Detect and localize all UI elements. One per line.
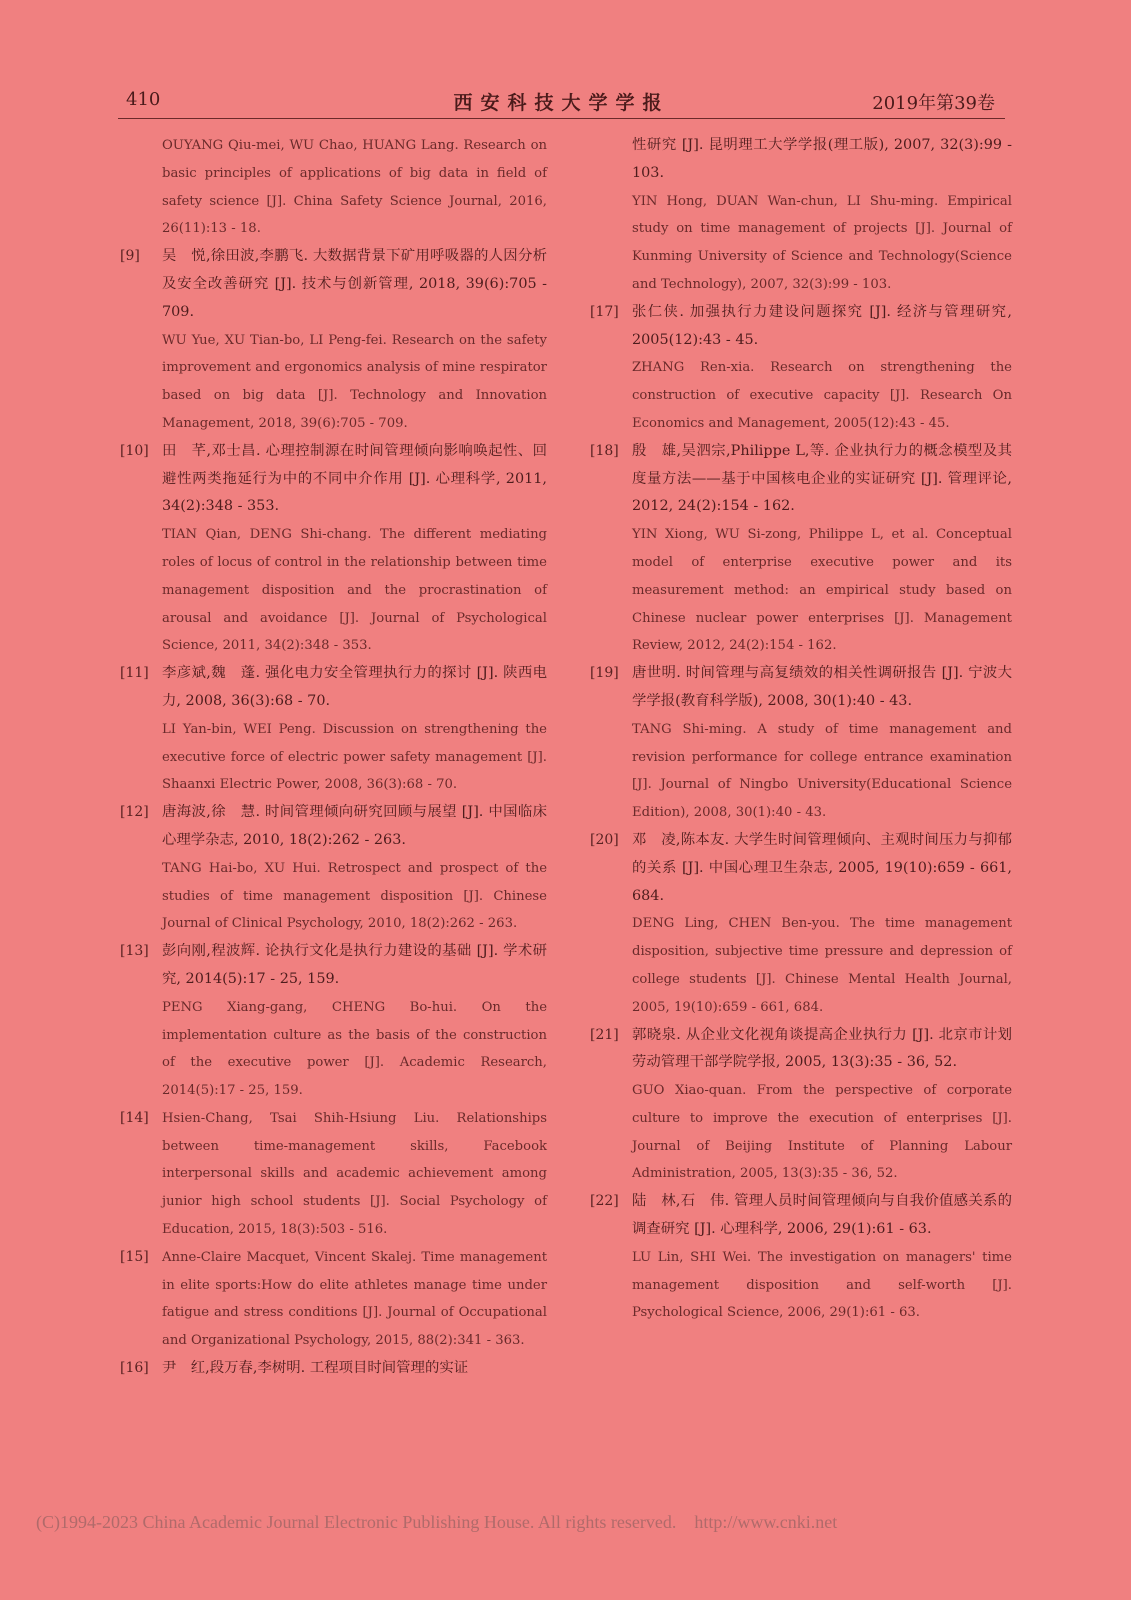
reference-entry xyxy=(120,799,547,938)
reference-entry xyxy=(590,660,1012,827)
reference-chinese: 彭向刚,程波辉. 论执行文化是执行力建设的基础 [J]. 学术研究, 2014(5):17 - 25, 159. xyxy=(162,943,547,987)
reference-entry xyxy=(120,132,547,243)
reference-english: TIAN Qian, DENG Shi-chang. The different mediating roles of locus of control in the relationship between time management disposition and the procrastination of arousal and avoidance [J]. Journal of Psychological Science, 2011, 34(2):348 - 353. xyxy=(162,527,547,654)
reference-entry xyxy=(590,827,1012,1022)
reference-english: GUO Xiao-quan. From the perspective of corporate culture to improve the execution of enterprises [J]. Journal of Beijing Institute of Planning Labour Administration, 2005, 13(3):35 - 36, 52. xyxy=(632,1083,1012,1182)
copyright-text: (C)1994-2023 China Academic Journal Electronic Publishing House. All rights reserved. xyxy=(36,1512,677,1532)
reference-number: [18] xyxy=(590,442,619,459)
reference-chinese: 吴 悦,徐田波,李鹏飞. 大数据背景下矿用呼吸器的人因分析及安全改善研究 [J]. 技术与创新管理, 2018, 39(6):705 - 709. xyxy=(162,248,547,320)
reference-chinese: 郭晓泉. 从企业文化视角谈提高企业执行力 [J]. 北京市计划劳动管理干部学院学报, 2005, 13(3):35 - 36, 52. xyxy=(632,1026,1012,1071)
reference-english: Anne-Claire Macquet, Vincent Skalej. Time management in elite sports:How do elite athletes manage time under fatigue and stress conditions [J]. Journal of Occupational and Organizational Psychology, 2015, 88(2):341 - 363. xyxy=(162,1249,547,1349)
reference-chinese: 田 芊,邓士昌. 心理控制源在时间管理倾向影响唤起性、回避性两类拖延行为中的不同中介作用 [J]. 心理科学, 2011, 34(2):348 - 353. xyxy=(162,442,547,515)
reference-chinese: 唐世明. 时间管理与高复绩效的相关性调研报告 [J]. 宁波大学学报(教育科学版), 2008, 30(1):40 - 43. xyxy=(632,665,1012,709)
reference-english: OUYANG Qiu-mei, WU Chao, HUANG Lang. Research on basic principles of applications of big data in field of safety science [J]. China Safety Science Journal, 2016, 26(11):13 - 18. xyxy=(162,138,547,237)
reference-english: YIN Hong, DUAN Wan-chun, LI Shu-ming. Empirical study on time management of projects [J]. Journal of Kunming University of Science and Technology(Science and Technology), 2007, 32(3):99 - 103. xyxy=(632,193,1012,292)
reference-number: [15] xyxy=(120,1248,149,1265)
reference-entry xyxy=(120,1105,547,1244)
reference-chinese: 唐海波,徐 慧. 时间管理倾向研究回顾与展望 [J]. 中国临床心理学杂志, 2010, 18(2):262 - 263. xyxy=(162,804,547,848)
reference-number: [12] xyxy=(120,804,149,821)
reference-number: [22] xyxy=(590,1193,619,1210)
reference-english: PENG Xiang-gang, CHENG Bo-hui. On the implementation culture as the basis of the construction of the executive power [J]. Academic Research, 2014(5):17 - 25, 159. xyxy=(162,999,547,1099)
reference-number: [11] xyxy=(120,665,149,682)
reference-entry xyxy=(590,1022,1012,1189)
reference-entry xyxy=(590,1188,1012,1327)
reference-chinese: 殷 雄,吴泗宗,Philippe L,等. 企业执行力的概念模型及其度量方法——基于中国核电企业的实证研究 [J]. 管理评论, 2012, 24(2):154 - 162. xyxy=(632,442,1012,515)
reference-chinese: 陆 林,石 伟. 管理人员时间管理倾向与自我价值感关系的调查研究 [J]. 心理科学, 2006, 29(1):61 - 63. xyxy=(632,1193,1012,1238)
running-header xyxy=(118,84,1005,119)
reference-number: [19] xyxy=(590,665,619,682)
reference-entry xyxy=(120,660,547,799)
reference-english: LI Yan-bin, WEI Peng. Discussion on strengthening the executive force of electric power safety management [J]. Shaanxi Electric Power, 2008, 36(3):68 - 70. xyxy=(162,721,547,793)
footer-link[interactable]: http://www.cnki.net xyxy=(694,1512,838,1532)
reference-english: LU Lin, SHI Wei. The investigation on managers' time management disposition and self-worth [J]. Psychological Science, 2006, 29(1):61 - 63. xyxy=(632,1249,1012,1321)
journal-title: 西安科技大学学报 xyxy=(453,92,670,114)
reference-chinese: 李彦斌,魏 蓬. 强化电力安全管理执行力的探讨 [J]. 陕西电力, 2008, 36(3):68 - 70. xyxy=(162,665,547,709)
reference-entry xyxy=(120,438,547,660)
reference-entry xyxy=(590,299,1012,438)
reference-number: [20] xyxy=(590,831,619,848)
reference-number: [9] xyxy=(120,248,140,265)
reference-number: [21] xyxy=(590,1026,619,1043)
page-number: 410 xyxy=(126,89,161,110)
reference-english: DENG Ling, CHEN Ben-you. The time management disposition, subjective time pressure and depression of college students [J]. Chinese Mental Health Journal, 2005, 19(10):659 - 661, 684. xyxy=(632,916,1012,1015)
reference-english: WU Yue, XU Tian-bo, LI Peng-fei. Research on the safety improvement and ergonomics analysis of mine respirator based on big data [J]. Technology and Innovation Management, 2018, 39(6):705 - 709. xyxy=(162,332,547,431)
reference-entry xyxy=(120,243,547,438)
reference-entry xyxy=(590,438,1012,660)
reference-english: Hsien-Chang, Tsai Shih-Hsiung Liu. Relationships between time-management skills, Facebook interpersonal skills and academic achievement among junior high school students [J]. Social Psychology of Education, 2015, 18(3):503 - 516. xyxy=(162,1110,547,1238)
reference-entry xyxy=(120,938,547,1105)
reference-entry xyxy=(120,1244,547,1355)
reference-english: TANG Shi-ming. A study of time management and revision performance for college entrance examination [J]. Journal of Ningbo University(Educational Science Edition), 2008, 30(1):40 - 43. xyxy=(632,721,1012,821)
reference-entry xyxy=(120,1355,547,1383)
reference-number: [10] xyxy=(120,442,149,459)
reference-chinese: 尹 红,段万春,李树明. 工程项目时间管理的实证 xyxy=(162,1360,469,1377)
reference-entry xyxy=(590,132,1012,299)
reference-chinese: 张仁侠. 加强执行力建设问题探究 [J]. 经济与管理研究, 2005(12):43 - 45. xyxy=(632,303,1012,348)
reference-number: [16] xyxy=(120,1360,149,1377)
references-left-column xyxy=(120,132,547,1383)
reference-english: YIN Xiong, WU Si-zong, Philippe L, et al. Conceptual model of enterprise executive power and its measurement method: an empirical study based on Chinese nuclear power enterprises [J]. Management Review, 2012, 24(2):154 - 162. xyxy=(632,527,1012,654)
copyright-footer xyxy=(36,1512,837,1533)
reference-number: [14] xyxy=(120,1109,149,1126)
year-volume: 2019年第39卷 xyxy=(872,93,995,114)
reference-english: ZHANG Ren-xia. Research on strengthening the construction of executive capacity [J]. Research On Economics and Management, 2005(12):43 - 45. xyxy=(632,360,1012,431)
reference-number: [17] xyxy=(590,303,619,320)
references-right-column xyxy=(590,132,1012,1327)
reference-number: [13] xyxy=(120,943,149,960)
reference-chinese: 性研究 [J]. 昆明理工大学学报(理工版), 2007, 32(3):99 - 103. xyxy=(632,137,1012,181)
reference-english: TANG Hai-bo, XU Hui. Retrospect and prospect of the studies of time management disposition [J]. Chinese Journal of Clinical Psychology, 2010, 18(2):262 - 263. xyxy=(162,860,547,932)
reference-chinese: 邓 凌,陈本友. 大学生时间管理倾向、主观时间压力与抑郁的关系 [J]. 中国心理卫生杂志, 2005, 19(10):659 - 661, 684. xyxy=(632,831,1012,904)
